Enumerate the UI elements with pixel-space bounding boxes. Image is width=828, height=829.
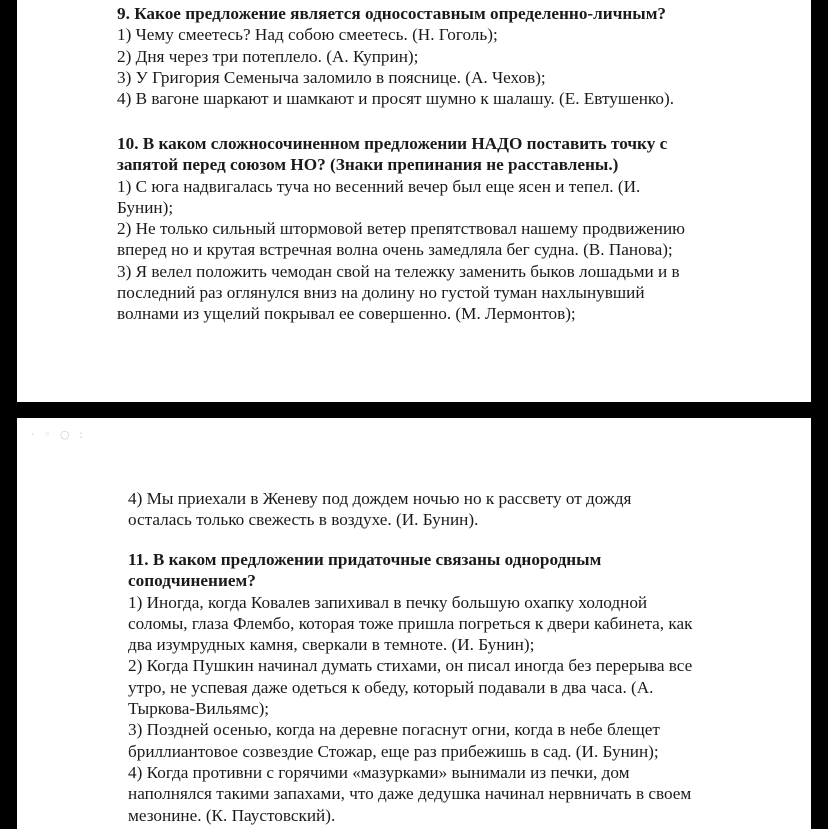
question-10-option-1: 1) С юга надвигалась туча но весенний вечер был еще ясен и тепел. (И. Бунин);: [117, 176, 641, 217]
question-11-option-2: 2) Когда Пушкин начинал думать стихами, он писал иногда без перерыва все утро, не успевая даже одеться к обеду, который подавали в два часа. (А. Тыркова-Вильямс);: [128, 656, 693, 719]
question-10-title: 10. В каком сложносочиненном предложении НАДО поставить точку с запятой перед союзом НО? (Знаки препинания не расставлены.): [117, 134, 668, 175]
question-9-title: 9. Какое предложение является односоставным определенно-личным?: [117, 4, 667, 23]
page-top: [17, 0, 811, 402]
question-9-option-3: 3) У Григория Семеныча заломило в пояснице. (А. Чехов);: [117, 67, 546, 87]
question-10-continuation: [128, 488, 788, 531]
question-9-option-2: 2) Дня через три потеплело. (А. Куприн);: [117, 46, 419, 66]
question-11-title: 11. В каком предложении придаточные связаны однородным соподчинением?: [128, 550, 602, 591]
question-9: [117, 3, 797, 109]
question-9-option-1: 1) Чему смеетесь? Над собою смеетесь. (Н. Гоголь);: [117, 25, 498, 45]
question-11-option-1: 1) Иногда, когда Ковалев запихивал в печку большую охапку холодной соломы, глаза Флембо, которая тоже пришла погреться к двери кабинета, как два изумрудных камня, сверкали в темноте. (И. Бунин);: [128, 592, 693, 655]
question-11-option-3: 3) Поздней осенью, когда на деревне погаснут огни, когда в небе блещет бриллиантовое созвездие Стожар, еще раз прибежишь в сад. (И. Бунин);: [128, 720, 660, 761]
question-9-option-4: 4) В вагоне шаркают и шамкают и просят шумно к шалашу. (Е. Евтушенко).: [117, 89, 675, 109]
question-11-option-4: 4) Когда противни с горячими «мазурками» вынимали из печки, дом наполнялся такими запахами, что даже дедушка начинал нервничать в своем мезонине. (К. Паустовский).: [128, 762, 692, 825]
question-10-option-4: 4) Мы приехали в Женеву под дождем ночью но к рассвету от дождя осталась только свежесть в воздухе. (И. Бунин).: [128, 489, 632, 530]
question-10-option-3: 3) Я велел положить чемодан свой на тележку заменить быков лошадьми и в последний раз оглянулся вниз на долину но густой туман нахлынувший волнами из ущелий покрывал ее совершенно. (М. Лермонтов);: [117, 261, 680, 324]
scan-artifact-icon: · ◦ ○ :: [31, 428, 86, 441]
page-bottom: [17, 418, 811, 829]
question-10: [117, 133, 797, 325]
question-10-option-2: 2) Не только сильный штормовой ветер препятствовал нашему продвижению вперед но и крутая встречная волна очень замедляла бег судна. (В. Панова);: [117, 219, 685, 260]
question-11: [128, 549, 788, 826]
